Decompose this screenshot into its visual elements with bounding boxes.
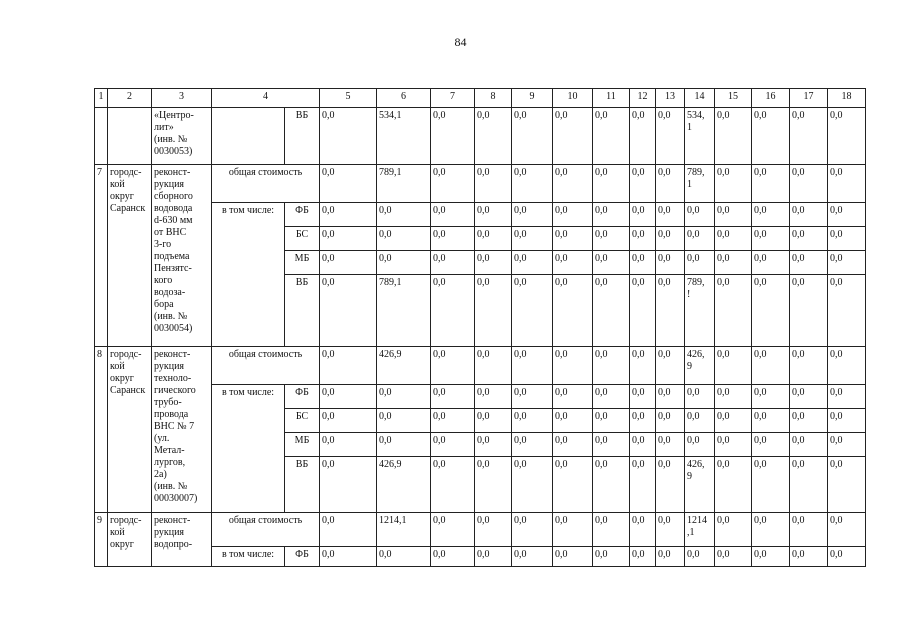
total-cost-label: общая стоимость	[212, 165, 320, 203]
value-cell: 0,0	[593, 165, 630, 203]
value-cell: 0,0	[320, 165, 377, 203]
value-cell: 0,0	[630, 203, 656, 227]
value-cell: 0,0	[431, 433, 475, 457]
value-cell: 0,0	[553, 203, 593, 227]
value-cell: 0,0	[656, 513, 685, 547]
value-cell: 0,0	[630, 227, 656, 251]
value-cell: 0,0	[656, 547, 685, 567]
including-label: в том числе:	[212, 547, 285, 567]
fund-cell: ФБ	[285, 385, 320, 409]
value-cell: 0,0	[828, 409, 866, 433]
value-cell: 0,0	[715, 275, 752, 347]
value-cell: 0,0	[715, 513, 752, 547]
district-cell: городс- кой округ Саранск	[108, 347, 152, 513]
label-cell	[212, 108, 285, 165]
value-cell: 0,0	[320, 385, 377, 409]
row-number-cell: 7	[95, 165, 108, 347]
value-cell: 0,0	[828, 433, 866, 457]
value-cell: 0,0	[828, 347, 866, 385]
value-cell: 0,0	[320, 347, 377, 385]
value-cell: 0,0	[656, 347, 685, 385]
value-cell: 0,0	[553, 457, 593, 513]
value-cell: 0,0	[656, 275, 685, 347]
value-cell: 0,0	[431, 165, 475, 203]
value-cell: 534, 1	[685, 108, 715, 165]
value-cell: 0,0	[752, 409, 790, 433]
header-cell: 8	[475, 89, 512, 108]
value-cell: 0,0	[593, 457, 630, 513]
value-cell: 0,0	[790, 251, 828, 275]
value-cell: 0,0	[656, 409, 685, 433]
including-label: в том числе:	[212, 203, 285, 347]
table-row	[95, 347, 866, 385]
value-cell: 0,0	[553, 385, 593, 409]
value-cell: 0,0	[752, 275, 790, 347]
value-cell: 0,0	[790, 385, 828, 409]
value-cell: 0,0	[593, 547, 630, 567]
header-cell: 4	[212, 89, 320, 108]
header-cell: 12	[630, 89, 656, 108]
value-cell: 0,0	[630, 409, 656, 433]
header-cell: 18	[828, 89, 866, 108]
value-cell: 0,0	[512, 433, 553, 457]
value-cell: 0,0	[828, 251, 866, 275]
value-cell: 0,0	[553, 433, 593, 457]
value-cell: 0,0	[715, 409, 752, 433]
header-cell: 1	[95, 89, 108, 108]
value-cell: 0,0	[553, 347, 593, 385]
value-cell: 0,0	[630, 547, 656, 567]
value-cell: 0,0	[593, 347, 630, 385]
value-cell: 0,0	[828, 227, 866, 251]
value-cell: 0,0	[828, 275, 866, 347]
header-cell: 10	[553, 89, 593, 108]
value-cell: 0,0	[656, 385, 685, 409]
value-cell: 0,0	[593, 409, 630, 433]
value-cell: 0,0	[685, 385, 715, 409]
value-cell: 0,0	[553, 227, 593, 251]
value-cell: 0,0	[715, 347, 752, 385]
fund-cell: МБ	[285, 433, 320, 457]
value-cell: 0,0	[512, 513, 553, 547]
value-cell: 0,0	[553, 165, 593, 203]
value-cell: 0,0	[715, 203, 752, 227]
value-cell: 0,0	[752, 108, 790, 165]
value-cell: 789, !	[685, 275, 715, 347]
header-cell: 6	[377, 89, 431, 108]
object-cell: реконст- рукция техноло- гического трубо- провода ВНС № 7 (ул. Метал- лургов, 2а) (инв. № 00030007)	[152, 347, 212, 513]
header-cell: 2	[108, 89, 152, 108]
value-cell: 0,0	[593, 385, 630, 409]
value-cell: 0,0	[320, 203, 377, 227]
header-cell: 11	[593, 89, 630, 108]
value-cell: 0,0	[752, 347, 790, 385]
value-cell: 0,0	[593, 203, 630, 227]
value-cell: 0,0	[790, 547, 828, 567]
value-cell: 0,0	[752, 165, 790, 203]
value-cell: 0,0	[512, 409, 553, 433]
value-cell: 0,0	[320, 251, 377, 275]
value-cell: 0,0	[685, 227, 715, 251]
header-cell: 14	[685, 89, 715, 108]
value-cell: 789, 1	[685, 165, 715, 203]
value-cell: 0,0	[475, 433, 512, 457]
value-cell: 0,0	[828, 457, 866, 513]
value-cell: 0,0	[685, 547, 715, 567]
value-cell: 0,0	[630, 385, 656, 409]
header-cell: 16	[752, 89, 790, 108]
value-cell: 0,0	[431, 203, 475, 227]
value-cell: 0,0	[512, 165, 553, 203]
value-cell: 0,0	[377, 547, 431, 567]
value-cell: 789,1	[377, 275, 431, 347]
value-cell: 0,0	[752, 203, 790, 227]
header-cell: 7	[431, 89, 475, 108]
value-cell: 0,0	[320, 513, 377, 547]
value-cell: 0,0	[553, 275, 593, 347]
budget-table	[94, 88, 866, 567]
value-cell: 0,0	[475, 108, 512, 165]
value-cell: 0,0	[593, 251, 630, 275]
value-cell: 0,0	[828, 203, 866, 227]
value-cell: 0,0	[512, 227, 553, 251]
value-cell: 0,0	[475, 385, 512, 409]
value-cell: 0,0	[752, 385, 790, 409]
value-cell: 0,0	[593, 108, 630, 165]
value-cell: 0,0	[752, 227, 790, 251]
value-cell: 0,0	[512, 203, 553, 227]
value-cell: 0,0	[790, 108, 828, 165]
value-cell: 0,0	[630, 347, 656, 385]
value-cell: 0,0	[377, 203, 431, 227]
value-cell: 426, 9	[685, 457, 715, 513]
value-cell: 0,0	[475, 251, 512, 275]
fund-cell: ВБ	[285, 457, 320, 513]
value-cell: 0,0	[512, 457, 553, 513]
value-cell: 0,0	[320, 547, 377, 567]
total-cost-label: общая стоимость	[212, 513, 320, 547]
value-cell: 0,0	[752, 513, 790, 547]
value-cell: 0,0	[475, 347, 512, 385]
fund-cell: ФБ	[285, 547, 320, 567]
value-cell: 426,9	[377, 347, 431, 385]
value-cell: 0,0	[320, 457, 377, 513]
value-cell: 0,0	[320, 227, 377, 251]
value-cell: 0,0	[790, 275, 828, 347]
value-cell: 534,1	[377, 108, 431, 165]
fund-cell: ФБ	[285, 203, 320, 227]
district-cell: городс- кой округ	[108, 513, 152, 567]
value-cell: 0,0	[553, 547, 593, 567]
value-cell: 0,0	[752, 433, 790, 457]
value-cell: 0,0	[630, 251, 656, 275]
value-cell: 0,0	[320, 409, 377, 433]
value-cell: 0,0	[656, 433, 685, 457]
value-cell: 0,0	[752, 251, 790, 275]
row-number-cell: 8	[95, 347, 108, 513]
value-cell: 0,0	[828, 385, 866, 409]
value-cell: 0,0	[431, 547, 475, 567]
value-cell: 0,0	[475, 227, 512, 251]
value-cell: 0,0	[630, 457, 656, 513]
value-cell: 0,0	[512, 251, 553, 275]
total-cost-label: общая стоимость	[212, 347, 320, 385]
header-row	[95, 89, 866, 108]
value-cell: 0,0	[630, 108, 656, 165]
value-cell: 1214 ,1	[685, 513, 715, 547]
value-cell: 0,0	[828, 165, 866, 203]
table-row	[95, 165, 866, 203]
fund-cell: БС	[285, 227, 320, 251]
value-cell: 0,0	[320, 433, 377, 457]
value-cell: 0,0	[431, 275, 475, 347]
value-cell: 0,0	[790, 165, 828, 203]
value-cell: 0,0	[828, 108, 866, 165]
value-cell: 0,0	[475, 547, 512, 567]
value-cell: 0,0	[715, 385, 752, 409]
value-cell: 0,0	[475, 203, 512, 227]
header-cell: 5	[320, 89, 377, 108]
value-cell: 0,0	[431, 347, 475, 385]
value-cell: 0,0	[431, 108, 475, 165]
value-cell: 0,0	[828, 513, 866, 547]
value-cell: 0,0	[553, 409, 593, 433]
value-cell: 0,0	[828, 547, 866, 567]
value-cell: 0,0	[475, 409, 512, 433]
row-number-cell: 9	[95, 513, 108, 567]
page-number: 84	[454, 35, 467, 49]
value-cell: 0,0	[431, 385, 475, 409]
value-cell: 0,0	[512, 275, 553, 347]
value-cell: 0,0	[431, 251, 475, 275]
value-cell: 0,0	[656, 227, 685, 251]
value-cell: 0,0	[715, 108, 752, 165]
value-cell: 0,0	[656, 165, 685, 203]
value-cell: 0,0	[790, 203, 828, 227]
value-cell: 0,0	[475, 275, 512, 347]
value-cell: 0,0	[553, 251, 593, 275]
value-cell: 0,0	[431, 227, 475, 251]
value-cell: 0,0	[715, 251, 752, 275]
header-cell: 13	[656, 89, 685, 108]
header-cell: 17	[790, 89, 828, 108]
header-cell: 3	[152, 89, 212, 108]
value-cell: 0,0	[593, 513, 630, 547]
including-label: в том числе:	[212, 385, 285, 513]
value-cell: 0,0	[656, 108, 685, 165]
value-cell: 0,0	[656, 203, 685, 227]
row-number-cell	[95, 108, 108, 165]
value-cell: 0,0	[790, 409, 828, 433]
value-cell: 0,0	[715, 433, 752, 457]
value-cell: 0,0	[512, 108, 553, 165]
header-cell: 9	[512, 89, 553, 108]
value-cell: 0,0	[320, 275, 377, 347]
value-cell: 0,0	[431, 409, 475, 433]
value-cell: 0,0	[752, 547, 790, 567]
value-cell: 0,0	[715, 457, 752, 513]
value-cell: 0,0	[593, 227, 630, 251]
object-cell: реконст- рукция сборного водовода d-630 мм от ВНС 3-го подъема Пензятс- кого водоза- бора (инв. № 0030054)	[152, 165, 212, 347]
fund-cell: ВБ	[285, 275, 320, 347]
value-cell: 0,0	[685, 203, 715, 227]
value-cell: 1214,1	[377, 513, 431, 547]
value-cell: 0,0	[790, 513, 828, 547]
value-cell: 0,0	[553, 108, 593, 165]
value-cell: 0,0	[431, 457, 475, 513]
value-cell: 789,1	[377, 165, 431, 203]
value-cell: 0,0	[630, 165, 656, 203]
value-cell: 0,0	[377, 385, 431, 409]
object-cell: «Центро- лит» (инв. № 0030053)	[152, 108, 212, 165]
fund-cell: ВБ	[285, 108, 320, 165]
value-cell: 0,0	[790, 457, 828, 513]
value-cell: 0,0	[377, 251, 431, 275]
value-cell: 0,0	[656, 457, 685, 513]
value-cell: 0,0	[475, 457, 512, 513]
value-cell: 0,0	[377, 227, 431, 251]
value-cell: 0,0	[790, 347, 828, 385]
table-row	[95, 513, 866, 547]
value-cell: 0,0	[685, 251, 715, 275]
value-cell: 0,0	[715, 547, 752, 567]
value-cell: 0,0	[512, 347, 553, 385]
header-cell: 15	[715, 89, 752, 108]
value-cell: 0,0	[377, 409, 431, 433]
table-row	[95, 108, 866, 165]
value-cell: 0,0	[630, 275, 656, 347]
value-cell: 0,0	[475, 513, 512, 547]
value-cell: 426, 9	[685, 347, 715, 385]
fund-cell: БС	[285, 409, 320, 433]
value-cell: 0,0	[715, 227, 752, 251]
value-cell: 0,0	[593, 275, 630, 347]
value-cell: 0,0	[790, 433, 828, 457]
district-cell: городс- кой округ Саранск	[108, 165, 152, 347]
value-cell: 0,0	[715, 165, 752, 203]
object-cell: реконст- рукция водопро-	[152, 513, 212, 567]
value-cell: 0,0	[377, 433, 431, 457]
value-cell: 0,0	[320, 108, 377, 165]
value-cell: 0,0	[512, 547, 553, 567]
value-cell: 0,0	[630, 433, 656, 457]
value-cell: 0,0	[593, 433, 630, 457]
fund-cell: МБ	[285, 251, 320, 275]
value-cell: 0,0	[512, 385, 553, 409]
value-cell: 0,0	[553, 513, 593, 547]
value-cell: 0,0	[475, 165, 512, 203]
value-cell: 0,0	[431, 513, 475, 547]
value-cell: 0,0	[685, 433, 715, 457]
value-cell: 0,0	[685, 409, 715, 433]
value-cell: 0,0	[752, 457, 790, 513]
value-cell: 0,0	[790, 227, 828, 251]
value-cell: 426,9	[377, 457, 431, 513]
value-cell: 0,0	[656, 251, 685, 275]
district-cell	[108, 108, 152, 165]
value-cell: 0,0	[630, 513, 656, 547]
